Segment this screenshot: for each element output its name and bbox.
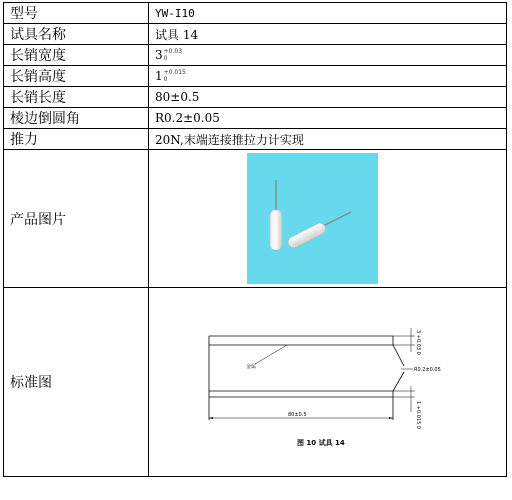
dim-bottom-label: 1 +0.015 0: [415, 401, 421, 430]
row-length: [4, 87, 507, 108]
photo-key: 产品图片: [4, 150, 149, 288]
height-value: 1: [155, 68, 163, 83]
model-key: 型号: [4, 3, 149, 24]
height-tol-upper: +0.015: [163, 69, 186, 77]
width-tolerance: [164, 48, 182, 62]
product-photo: [247, 153, 378, 284]
fillet-key: 棱边倒圆角: [4, 108, 149, 129]
photo-cell: [149, 150, 507, 288]
height-tol-lower: 0: [163, 76, 168, 84]
width-tol-lower: 0: [163, 55, 168, 63]
upright-handle: [270, 210, 282, 250]
row-height: [4, 66, 507, 87]
row-width: [4, 45, 507, 66]
row-standard-drawing: [4, 288, 507, 477]
length-key: 长销长度: [4, 87, 149, 108]
technical-drawing: [155, 292, 507, 472]
dim-top-label: 3 +0.03 0: [415, 330, 421, 355]
width-tol-upper: +0.03: [163, 48, 183, 56]
lying-pin: [321, 212, 351, 227]
model-value: YW-I10: [149, 3, 507, 24]
row-model: [4, 3, 507, 24]
row-fillet: [4, 108, 507, 129]
length-label: 80±0.5: [288, 412, 307, 418]
width-key: 长销宽度: [4, 45, 149, 66]
drawing-svg: [155, 292, 507, 472]
width-value: 3: [155, 47, 163, 62]
width-value-cell: [149, 45, 507, 66]
force-key: 推力: [4, 129, 149, 150]
row-force: [4, 129, 507, 150]
name-value: 试具 14: [149, 24, 507, 45]
probe-illustration: [247, 153, 378, 284]
drawing-key: 标准图: [4, 288, 149, 477]
drawing-cell: [149, 288, 507, 477]
spec-table: [3, 2, 507, 477]
drawing-caption: 图 10 试具 14: [297, 439, 345, 447]
name-key: 试具名称: [4, 24, 149, 45]
radius-label: R0.2±0.05: [414, 367, 441, 373]
height-tolerance: [164, 69, 186, 83]
force-value: 20N,末端连接推拉力计实现: [149, 129, 507, 150]
height-key: 长销高度: [4, 66, 149, 87]
height-value-cell: [149, 66, 507, 87]
lying-handle: [286, 222, 327, 250]
material-label: 金属: [246, 364, 257, 370]
length-value: 80±0.5: [149, 87, 507, 108]
fillet-value: R0.2±0.05: [149, 108, 507, 129]
row-product-photo: [4, 150, 507, 288]
row-name: [4, 24, 507, 45]
